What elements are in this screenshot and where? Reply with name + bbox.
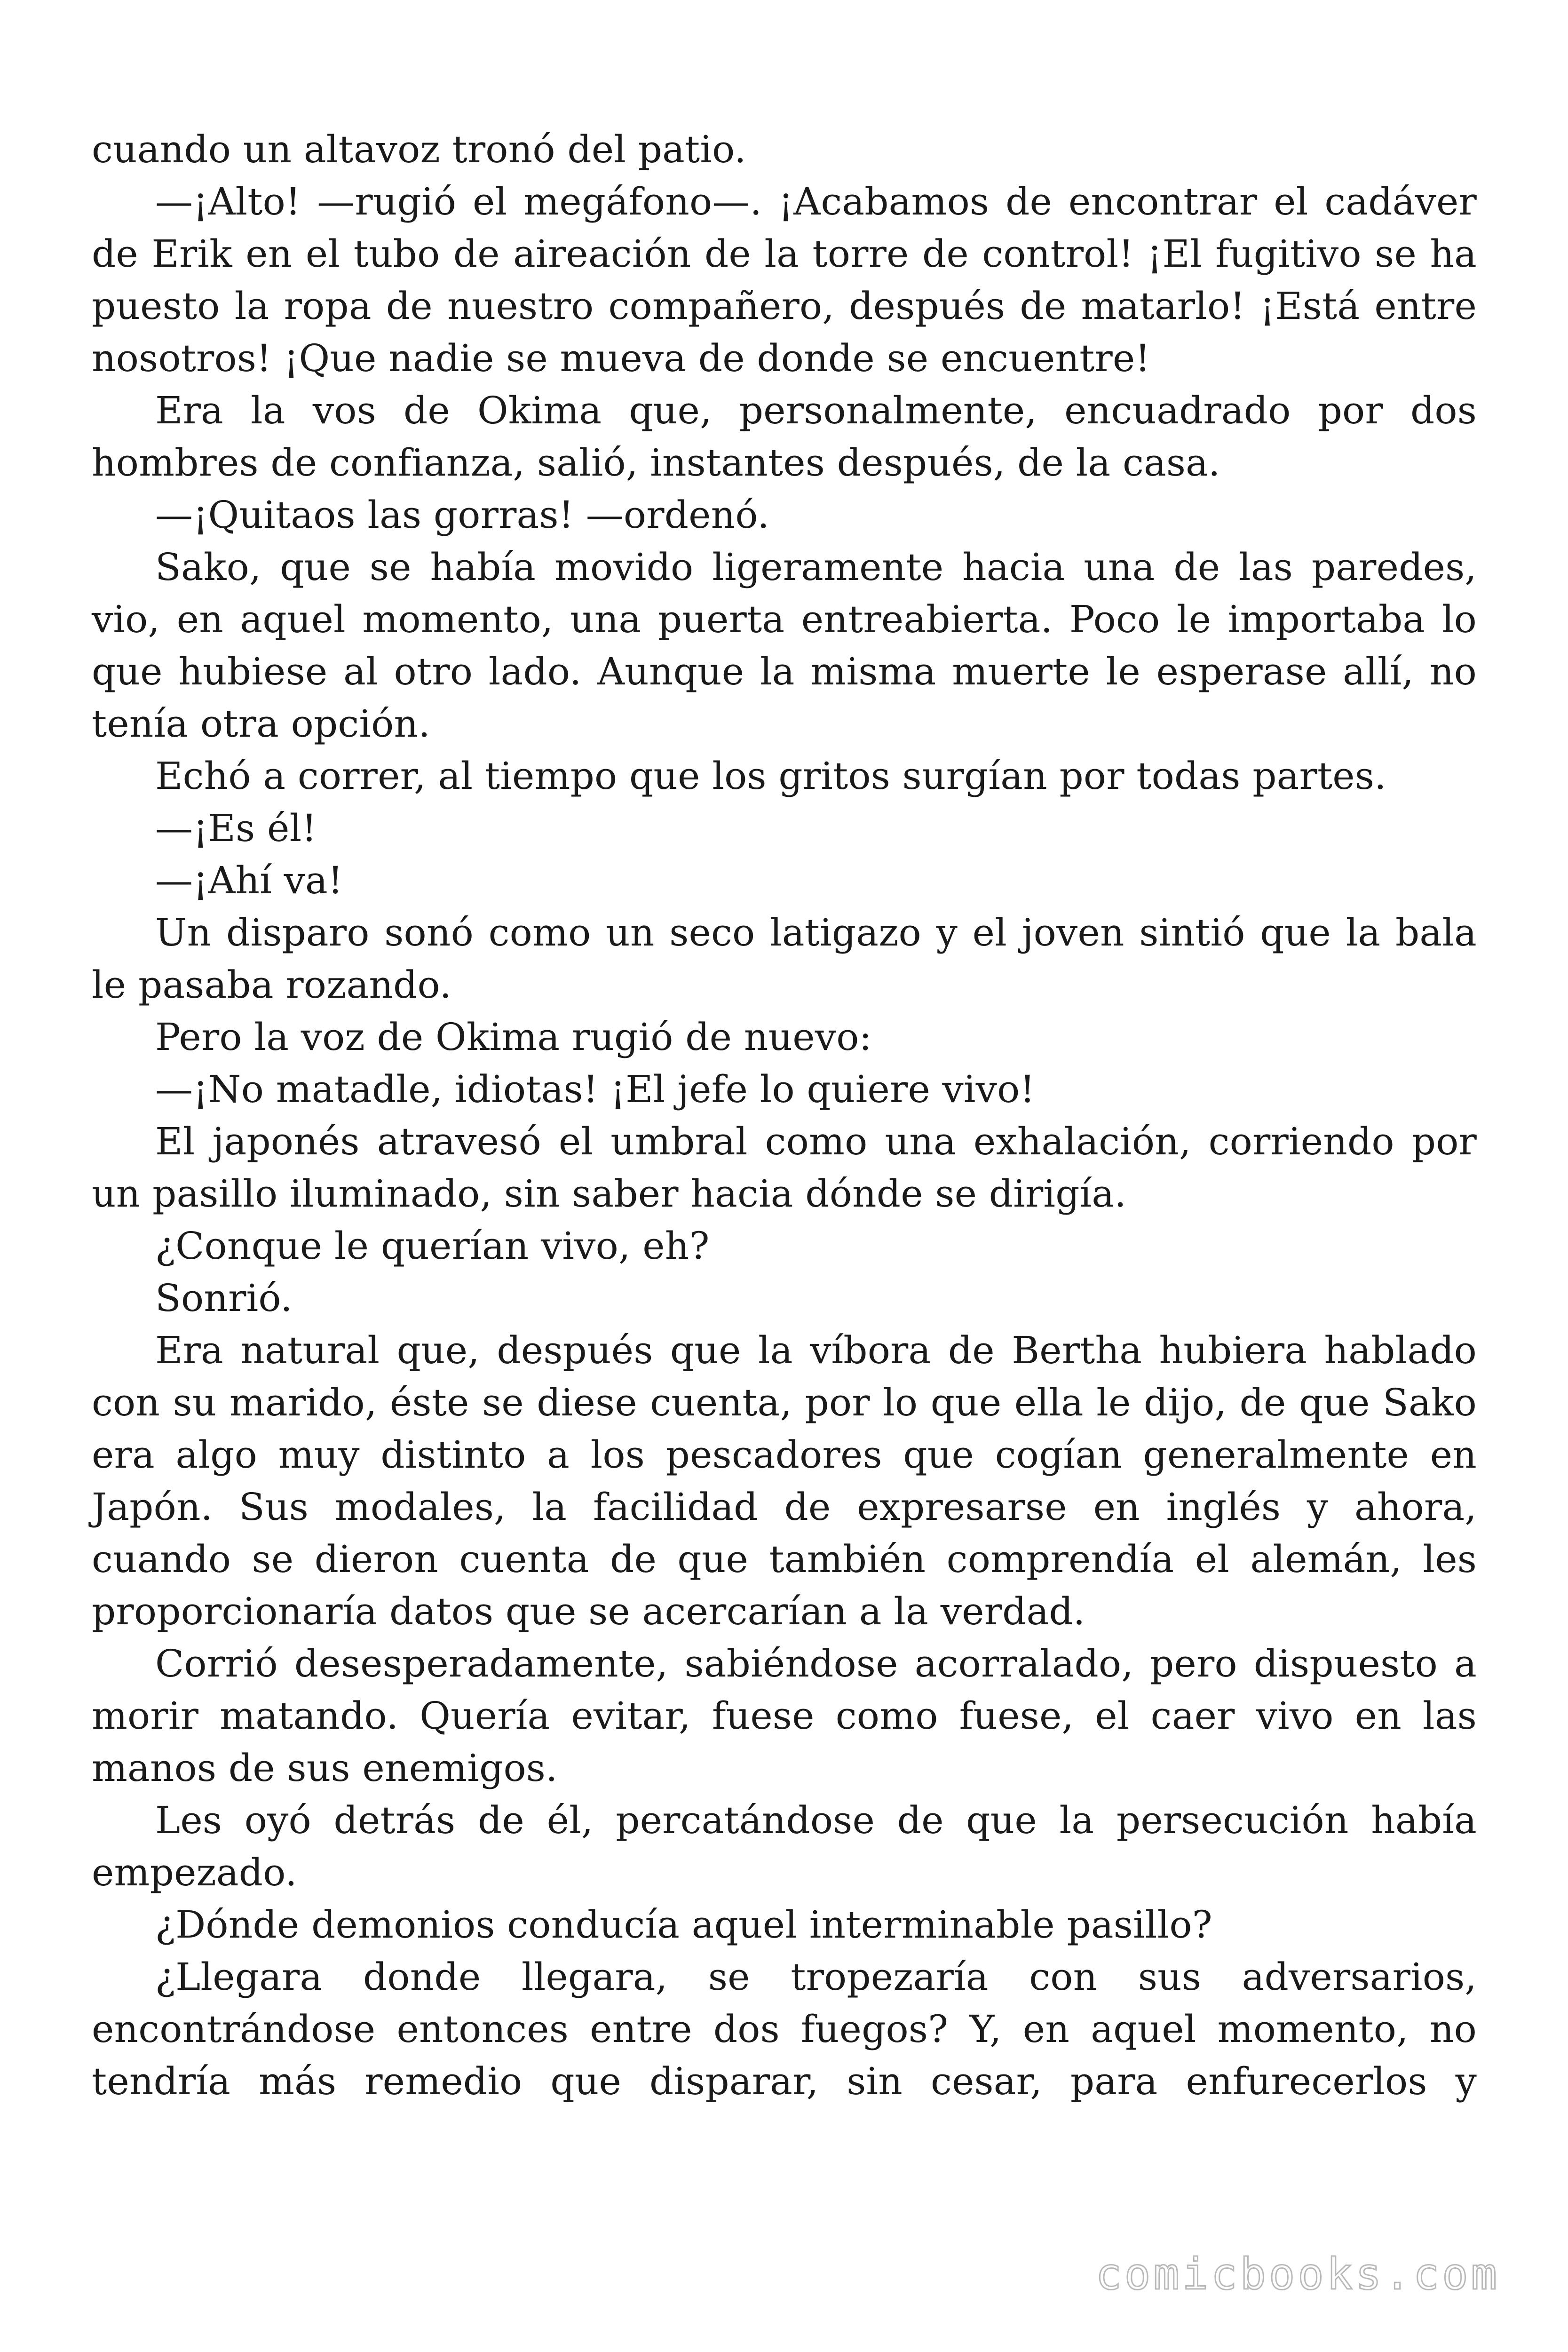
paragraph: —¡Ahí va!	[155, 858, 343, 902]
paragraph: cuando un altavoz tronó del patio.	[92, 127, 746, 171]
paragraph: Era natural que, después que la víbora de Bertha hubiera hablado con su marido, éste se diese cuenta, por lo que ella le dijo, de que Sako era algo muy distinto a los pescadores que cogían generalmente en Japón. Sus modales, la facilidad de expresarse en inglés y ahora, cuando se dieron cuenta de que también comprendía el alemán, les proporcionaría datos que se acercarían a la verdad.	[92, 1328, 1477, 1633]
paragraph: ¿Llegara donde llegara, se tropezaría con sus adversarios, encontrándose entonces entre dos fuegos? Y, en aquel momento, no tendría más remedio que disparar, sin cesar, para enfurecerlos y	[92, 1955, 1477, 2103]
paragraph: ¿Conque le querían vivo, eh?	[155, 1224, 710, 1268]
watermark: comicbooks.com	[1095, 2249, 1500, 2299]
paragraph: Sako, que se había movido ligeramente hacia una de las paredes, vio, en aquel momento, una puerta entreabierta. Poco le importaba lo que hubiese al otro lado. Aunque la misma muerte le esperase allí, no tenía otra opción.	[92, 545, 1477, 746]
paragraph: Un disparo sonó como un seco latigazo y el joven sintió que la bala le pasaba rozando.	[92, 911, 1477, 1007]
paragraph: —¡No matadle, idiotas! ¡El jefe lo quiere vivo!	[155, 1067, 1035, 1111]
paragraph: Echó a correr, al tiempo que los gritos surgían por todas partes.	[155, 754, 1386, 798]
paragraph: —¡Quitaos las gorras! —ordenó.	[155, 493, 769, 537]
paragraph: Sonrió.	[155, 1276, 293, 1320]
paragraph: Era la vos de Okima que, personalmente, encuadrado por dos hombres de confianza, salió, instantes después, de la casa.	[92, 389, 1477, 485]
paragraph: El japonés atravesó el umbral como una exhalación, corriendo por un pasillo iluminado, sin saber hacia dónde se dirigía.	[92, 1120, 1477, 1216]
paragraph: Corrió desesperadamente, sabiéndose acorralado, pero dispuesto a morir matando. Quería evitar, fuese como fuese, el caer vivo en las manos de sus enemigos.	[92, 1642, 1477, 1790]
paragraph: —¡Es él!	[155, 806, 317, 850]
paragraph: —¡Alto! —rugió el megáfono—. ¡Acabamos de encontrar el cadáver de Erik en el tubo de aireación de la torre de control! ¡El fugitivo se ha puesto la ropa de nuestro compañero, después de matarlo! ¡Está entre nosotros! ¡Que nadie se mueva de donde se encuentre!	[92, 180, 1477, 380]
paragraph: ¿Dónde demonios conducía aquel interminable pasillo?	[155, 1903, 1212, 1947]
paragraph: Pero la voz de Okima rugió de nuevo:	[155, 1015, 872, 1059]
paragraph: Les oyó detrás de él, percatándose de que la persecución había empezado.	[92, 1798, 1477, 1894]
page-body	[92, 123, 1477, 2107]
